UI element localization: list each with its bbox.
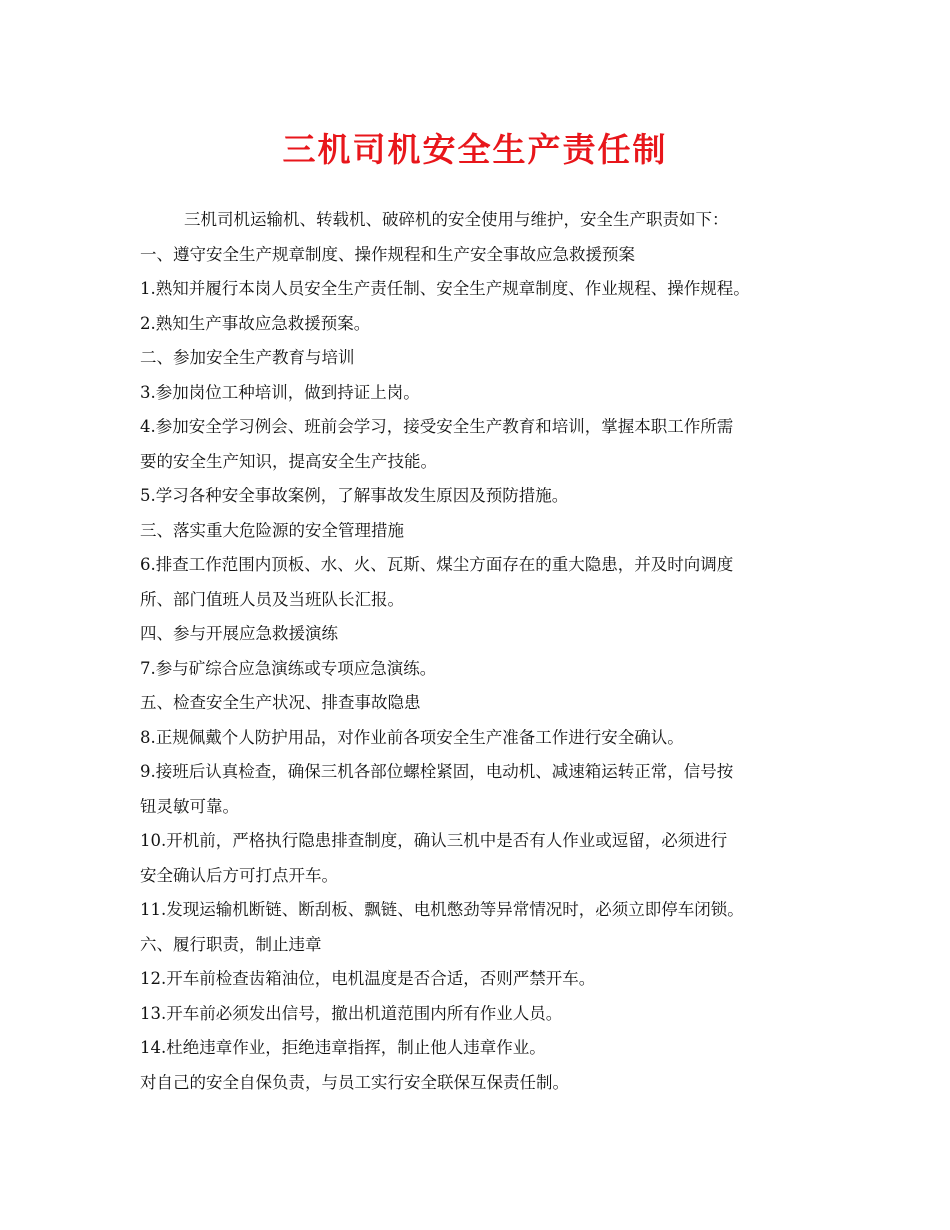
section-heading-4: 四、参与开展应急救援演练 [140,624,338,643]
section-heading-5: 五、检查安全生产状况、排查事故隐患 [140,693,421,712]
item-12: 12.开车前检查齿箱油位，电机温度是否合适，否则严禁开车。 [140,969,596,988]
item-10: 10.开机前，严格执行隐患排查制度，确认三机中是否有人作业或逗留，必须进行 [140,831,728,850]
closing-paragraph: 对自己的安全自保负责，与员工实行安全联保互保责任制。 [140,1072,569,1092]
section-heading-6: 六、履行职责，制止违章 [140,934,322,954]
item-1: 1.熟知并履行本岗人员安全生产责任制、安全生产规章制度、作业规程、操作规程。 [140,279,750,298]
item-8: 8.正规佩戴个人防护用品，对作业前各项安全生产准备工作进行安全确认。 [140,727,684,747]
section-heading-1: 一、遵守安全生产规章制度、操作规程和生产安全事故应急救援预案 [140,244,635,264]
item-11: 11.发现运输机断链、断刮板、飘链、电机憋劲等异常情况时，必须立即停车闭锁。 [140,900,744,919]
item-3: 3.参加岗位工种培训，做到持证上岗。 [140,382,420,402]
document-body [140,203,840,1100]
item-4: 4.参加安全学习例会、班前会学习，接受安全生产教育和培训，掌握本职工作所需 [140,417,734,436]
document-title: 三机司机安全生产责任制 [282,130,668,169]
item-4-continued: 要的安全生产知识，提高安全生产技能。 [140,451,437,471]
item-2: 2.熟知生产事故应急救援预案。 [140,313,371,333]
section-heading-3: 三、落实重大危险源的安全管理措施 [140,520,404,540]
item-9: 9.接班后认真检查，确保三机各部位螺栓紧固，电动机、减速箱运转正常，信号按 [140,762,734,781]
item-10-continued: 安全确认后方可打点开车。 [140,865,338,885]
item-7: 7.参与矿综合应急演练或专项应急演练。 [140,658,437,678]
item-14: 14.杜绝违章作业，拒绝违章指挥，制止他人违章作业。 [140,1038,546,1057]
item-9-continued: 钮灵敏可靠。 [140,796,239,816]
item-13: 13.开车前必须发出信号，撤出机道范围内所有作业人员。 [140,1003,563,1023]
item-6-continued: 所、部门值班人员及当班队长汇报。 [140,589,404,609]
intro-paragraph: 三机司机运输机、转载机、破碎机的安全使用与维护，安全生产职责如下： [184,210,729,229]
section-heading-2: 二、参加安全生产教育与培训 [140,348,355,367]
item-6: 6.排查工作范围内顶板、水、火、瓦斯、煤尘方面存在的重大隐患，并及时向调度 [140,555,734,574]
item-5: 5.学习各种安全事故案例，了解事故发生原因及预防措施。 [140,486,569,505]
